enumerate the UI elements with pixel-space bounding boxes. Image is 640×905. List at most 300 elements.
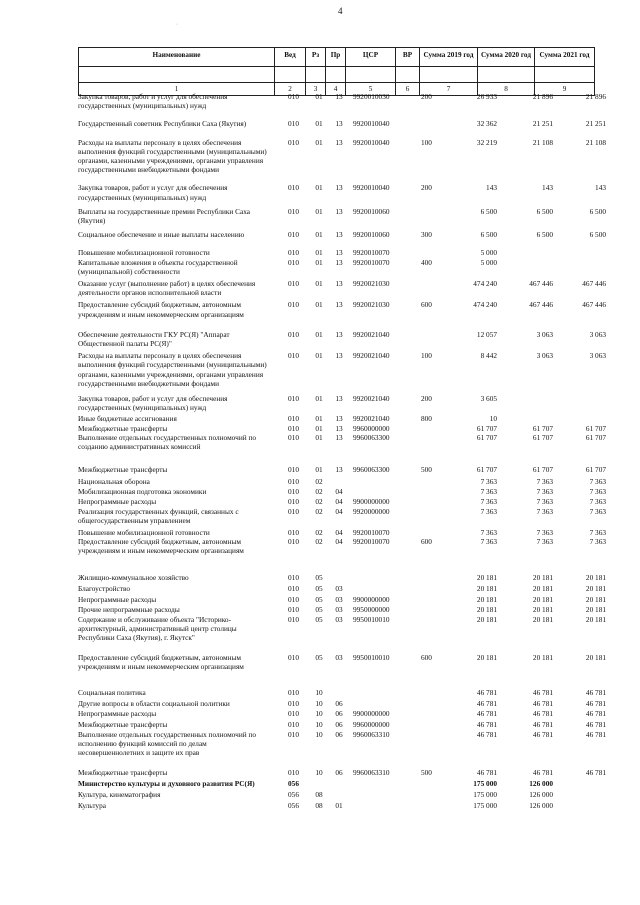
- header-rz: Рз: [306, 48, 326, 67]
- col-num-5: 5: [346, 83, 396, 96]
- row-ved: 010: [288, 486, 299, 496]
- row-csr: 9920000000: [353, 507, 390, 517]
- row-pr: 06: [335, 729, 343, 739]
- row-pr: 03: [335, 594, 343, 604]
- row-ved: 010: [288, 719, 299, 729]
- row-ved: 010: [288, 496, 299, 506]
- row-sum-2020: 46 781: [532, 768, 553, 778]
- row-sum-2021: 20 181: [585, 614, 606, 624]
- row-name: Межбюджетные трансферты: [78, 465, 168, 475]
- row-sum-2019: 61 707: [476, 465, 497, 475]
- table-row: [78, 604, 606, 614]
- row-sum-2021: [553, 801, 606, 810]
- row-sum-2021: 46 781: [585, 709, 606, 719]
- row-sum-2021: 46 781: [585, 768, 606, 778]
- row-sum-2021: 6 500: [589, 206, 606, 216]
- row-vr: 200: [421, 92, 432, 101]
- row-vr: [419, 709, 441, 718]
- row-sum-2020: 46 781: [532, 709, 553, 719]
- row-vr: 600: [421, 300, 432, 310]
- row-name: Прочие непрограммные расходы: [78, 604, 180, 614]
- table-row: [78, 119, 606, 129]
- row-name: Межбюджетные трансферты: [78, 423, 168, 433]
- row-sum-2021: [553, 414, 606, 423]
- row-name: Социальная политика: [78, 687, 146, 697]
- row-csr: [349, 801, 419, 810]
- row-sum-2020: 46 781: [532, 719, 553, 729]
- row-sum-2019: 5 000: [480, 248, 497, 258]
- table-row: [78, 527, 606, 537]
- row-rz: 05: [315, 604, 323, 614]
- row-sum-2020: 467 446: [529, 279, 553, 289]
- table-row: [78, 465, 606, 475]
- row-sum-2021: 7 363: [589, 476, 606, 486]
- row-name: Капитальные вложения в объекты государственной (муниципальной) собственности: [78, 257, 238, 276]
- row-name: Другие вопросы в области социальной политики: [78, 699, 230, 709]
- row-rz: 10: [315, 729, 323, 739]
- row-sum-2021: 21 108: [585, 137, 606, 147]
- table-row: [78, 137, 606, 175]
- row-sum-2019: 32 362: [476, 119, 497, 129]
- row-ved: 010: [288, 92, 299, 101]
- row-csr: [349, 699, 419, 708]
- row-csr: 9920021030: [353, 300, 390, 310]
- row-sum-2019: 175 000: [473, 789, 497, 799]
- table-row: [78, 206, 606, 226]
- row-sum-2021: 21 251: [585, 119, 606, 129]
- table-row: [78, 351, 606, 388]
- scan-mark: ·: [176, 22, 178, 28]
- row-sum-2019: 46 781: [476, 729, 497, 739]
- row-sum-2020: 126 000: [529, 800, 553, 810]
- row-pr: 13: [335, 257, 343, 267]
- row-rz: 01: [315, 414, 323, 424]
- row-ved: 010: [288, 230, 299, 240]
- table-row: [78, 719, 606, 729]
- row-rz: 01: [315, 300, 323, 310]
- row-csr: 9920010070: [353, 248, 390, 258]
- table-row: [78, 279, 606, 298]
- row-rz: 01: [315, 432, 323, 442]
- col-num-9: 9: [535, 83, 595, 96]
- row-pr: [329, 688, 349, 697]
- row-csr: 9920010070: [353, 257, 390, 267]
- row-name: Межбюджетные трансферты: [78, 719, 168, 729]
- col-num-2: 2: [275, 83, 306, 96]
- row-vr: 600: [421, 536, 432, 546]
- row-sum-2020: 6 500: [536, 230, 553, 240]
- row-sum-2021: 20 181: [585, 594, 606, 604]
- row-csr: 9950010010: [353, 614, 390, 624]
- row-csr: 9920021040: [353, 394, 390, 404]
- row-ved: 010: [288, 687, 299, 697]
- table-row: [78, 536, 606, 555]
- col-num-8: 8: [478, 83, 535, 96]
- budget-rows: [78, 92, 606, 810]
- row-vr: 500: [421, 768, 432, 778]
- table-row: [78, 699, 606, 709]
- row-vr: 100: [421, 137, 432, 147]
- row-rz: 05: [315, 573, 323, 583]
- row-sum-2021: [553, 394, 606, 412]
- row-sum-2021: 6 500: [589, 230, 606, 240]
- row-sum-2019: 10: [489, 414, 497, 424]
- row-rz: 02: [315, 476, 323, 486]
- row-sum-2020: 20 181: [532, 604, 553, 614]
- row-pr: [329, 477, 349, 486]
- row-ved: 010: [288, 329, 299, 339]
- row-vr: [419, 573, 441, 582]
- row-name: Предоставление субсидий бюджетным, автономным учреждениям и иным некоммерческим организациям: [78, 300, 244, 319]
- row-vr: [419, 790, 441, 799]
- row-rz: 10: [315, 719, 323, 729]
- row-sum-2020: 21 108: [532, 137, 553, 147]
- header-sum-2019: Сумма 2019 год: [420, 48, 478, 67]
- row-sum-2019: 3 605: [480, 394, 497, 404]
- row-vr: 200: [421, 394, 432, 404]
- row-ved: 010: [288, 507, 299, 517]
- row-pr: 06: [335, 709, 343, 719]
- row-pr: 13: [335, 279, 343, 289]
- row-ved: 010: [288, 351, 299, 361]
- row-name: Оказание услуг (выполнение работ) в целях обеспечения деятельности органов исполнительной власти: [78, 279, 256, 298]
- row-vr: [419, 487, 441, 496]
- row-vr: 800: [421, 414, 432, 424]
- header-vr: ВР: [396, 48, 420, 67]
- row-sum-2021: [553, 248, 606, 257]
- row-sum-2019: 46 781: [476, 709, 497, 719]
- row-csr: 9920010030: [353, 92, 390, 101]
- row-name: Национальная оборона: [78, 476, 150, 486]
- row-sum-2021: 20 181: [585, 573, 606, 583]
- table-row: [78, 394, 598, 412]
- row-pr: 03: [335, 614, 343, 624]
- row-sum-2020: 126 000: [529, 778, 553, 788]
- row-pr: 04: [335, 486, 343, 496]
- row-csr: [349, 584, 419, 593]
- row-pr: 13: [335, 432, 343, 442]
- row-pr: 01: [335, 800, 343, 810]
- header-csr: ЦСР: [346, 48, 396, 67]
- row-sum-2021: 61 707: [585, 432, 606, 442]
- row-rz: 02: [315, 527, 323, 537]
- table-row: [78, 779, 598, 788]
- row-sum-2021: 20 181: [585, 604, 606, 614]
- row-sum-2020: 21 251: [532, 119, 553, 129]
- row-name: Повышение мобилизационной готовности: [78, 248, 210, 258]
- row-pr: 04: [335, 507, 343, 517]
- row-rz: 05: [315, 614, 323, 624]
- row-sum-2019: 175 000: [473, 800, 497, 810]
- row-name: Повышение мобилизационной готовности: [78, 527, 210, 537]
- row-rz: 02: [315, 486, 323, 496]
- table-row: [78, 423, 606, 433]
- row-sum-2019: 175 000: [473, 778, 497, 788]
- row-csr: 9920021030: [353, 279, 390, 289]
- row-csr: 9900000000: [353, 594, 390, 604]
- row-vr: 300: [421, 230, 432, 240]
- row-sum-2020: 7 363: [536, 496, 553, 506]
- row-sum-2019: 20 181: [476, 584, 497, 594]
- row-sum-2020: 61 707: [532, 432, 553, 442]
- row-sum-2020: [497, 258, 553, 276]
- row-vr: [419, 699, 441, 708]
- row-name: Межбюджетные трансферты: [78, 768, 168, 778]
- row-ved: 010: [288, 573, 299, 583]
- row-sum-2020: 3 063: [536, 329, 553, 339]
- table-row: [78, 687, 606, 697]
- row-csr: 9960000000: [353, 719, 390, 729]
- table-row: [78, 92, 606, 111]
- table-row: [78, 507, 606, 526]
- header-sum-2021: Сумма 2021 год: [535, 48, 595, 67]
- row-sum-2021: [553, 790, 606, 799]
- table-row: [78, 258, 598, 276]
- row-pr: 13: [335, 414, 343, 424]
- row-vr: 400: [421, 257, 432, 267]
- row-pr: [329, 790, 349, 799]
- row-vr: [419, 330, 441, 348]
- row-vr: [419, 248, 441, 257]
- row-sum-2021: 7 363: [589, 496, 606, 506]
- row-pr: 13: [335, 329, 343, 339]
- row-name: Реализация государственных функций, связанных с общегосударственным управлением: [78, 507, 239, 526]
- row-pr: 13: [335, 423, 343, 433]
- row-rz: 01: [315, 92, 323, 101]
- row-csr: 9960063300: [353, 465, 390, 475]
- table-row: [78, 594, 606, 604]
- row-sum-2020: 20 181: [532, 573, 553, 583]
- row-pr: 04: [335, 536, 343, 546]
- row-ved: 010: [288, 729, 299, 739]
- row-csr: 9950000000: [353, 604, 390, 614]
- row-rz: 01: [315, 329, 323, 339]
- table-row: [78, 729, 606, 758]
- row-rz: [309, 779, 329, 788]
- row-name: Выполнение отдельных государственных полномочий по исполнению функций комиссий по делам несовершеннолетних и защите их прав: [78, 729, 257, 758]
- row-sum-2019: 26 933: [476, 92, 497, 101]
- table-row: [78, 329, 606, 349]
- row-name: Социальное обеспечение и иные выплаты населению: [78, 230, 245, 240]
- header-name: Наименование: [79, 48, 275, 67]
- row-pr: [329, 779, 349, 788]
- col-num-1: 1: [79, 83, 275, 96]
- row-csr: 9960063310: [353, 729, 390, 739]
- row-pr: 06: [335, 699, 343, 709]
- row-pr: 13: [335, 137, 343, 147]
- row-ved: 010: [288, 279, 299, 289]
- row-name: Закупка товаров, работ и услуг для обеспечения государственных (муниципальных) нужд: [78, 394, 228, 413]
- page-number: 4: [338, 6, 343, 16]
- row-sum-2021: 3 063: [589, 351, 606, 361]
- row-rz: 01: [315, 423, 323, 433]
- row-ved: 010: [288, 536, 299, 546]
- row-ved: 010: [288, 414, 299, 424]
- row-sum-2020: 7 363: [536, 507, 553, 517]
- row-sum-2019: 5 000: [480, 257, 497, 267]
- row-ved: 010: [288, 257, 299, 267]
- row-sum-2021: 21 896: [585, 92, 606, 101]
- row-name: Выполнение отдельных государственных полномочий по созданию административных комиссий: [78, 432, 257, 452]
- row-csr: 9960063310: [353, 768, 390, 778]
- row-ved: 010: [288, 465, 299, 475]
- row-rz: 02: [315, 536, 323, 546]
- row-sum-2021: 467 446: [582, 279, 606, 289]
- row-sum-2021: 46 781: [585, 699, 606, 709]
- row-name: Культура: [78, 800, 106, 810]
- row-rz: 10: [315, 709, 323, 719]
- row-name: Непрограммные расходы: [78, 594, 157, 604]
- row-ved: 010: [288, 527, 299, 537]
- row-sum-2019: 61 707: [476, 423, 497, 433]
- header-sum-2020: Сумма 2020 год: [478, 48, 535, 67]
- row-vr: [419, 595, 441, 604]
- row-ved: 010: [288, 584, 299, 594]
- table-row: [78, 573, 606, 583]
- row-csr: 9920010070: [353, 527, 390, 537]
- row-pr: 13: [335, 351, 343, 361]
- row-ved: 010: [288, 206, 299, 216]
- row-csr: [349, 688, 419, 697]
- row-sum-2020: 46 781: [532, 729, 553, 739]
- row-pr: 06: [335, 768, 343, 778]
- row-vr: [419, 207, 441, 225]
- row-sum-2021: 143: [595, 183, 606, 193]
- row-ved: 010: [288, 119, 299, 129]
- row-ved: 010: [288, 137, 299, 147]
- row-rz: 01: [315, 119, 323, 129]
- row-sum-2019: 7 363: [480, 476, 497, 486]
- row-sum-2020: 7 363: [536, 476, 553, 486]
- row-sum-2021: 20 181: [585, 584, 606, 594]
- table-row: [78, 300, 606, 319]
- row-sum-2020: 467 446: [529, 300, 553, 310]
- row-vr: [419, 424, 441, 433]
- row-csr: 9920010060: [353, 206, 390, 216]
- row-rz: 01: [315, 137, 323, 147]
- row-sum-2020: [497, 414, 553, 423]
- row-name: Предоставление субсидий бюджетным, автономным учреждениям и иным некоммерческим организациям: [78, 536, 244, 555]
- row-rz: 08: [315, 800, 323, 810]
- table-row: [78, 183, 606, 202]
- row-sum-2019: 46 781: [476, 768, 497, 778]
- row-rz: 10: [315, 687, 323, 697]
- row-ved: 010: [288, 768, 299, 778]
- row-name: Закупка товаров, работ и услуг для обеспечения государственных (муниципальных) нужд: [78, 92, 228, 111]
- row-sum-2019: 61 707: [476, 432, 497, 442]
- row-csr: 9920010060: [353, 230, 390, 240]
- row-csr: 9920010040: [353, 183, 390, 193]
- table-row: [78, 790, 598, 799]
- row-sum-2019: 474 240: [473, 300, 497, 310]
- row-rz: 01: [315, 257, 323, 267]
- row-vr: 200: [421, 183, 432, 193]
- row-pr: 13: [335, 300, 343, 310]
- row-pr: [329, 573, 349, 582]
- table-row: [78, 614, 606, 643]
- row-sum-2019: 474 240: [473, 279, 497, 289]
- row-csr: 9920021040: [353, 329, 390, 339]
- row-vr: [419, 433, 441, 451]
- row-csr: 9960063300: [353, 432, 390, 442]
- row-ved: 056: [288, 789, 299, 799]
- row-vr: [419, 779, 441, 788]
- table-row: [78, 248, 598, 257]
- row-pr: 13: [335, 92, 343, 101]
- row-csr: [349, 573, 419, 582]
- row-csr: 9920010070: [353, 536, 390, 546]
- row-sum-2020: 61 707: [532, 423, 553, 433]
- row-sum-2021: 61 707: [585, 465, 606, 475]
- row-sum-2019: 20 181: [476, 652, 497, 662]
- row-sum-2019: 7 363: [480, 527, 497, 537]
- row-pr: 03: [335, 604, 343, 614]
- row-csr: [349, 790, 419, 799]
- row-sum-2020: 20 181: [532, 652, 553, 662]
- row-name: Министерство культуры и духовного развития РС(Я): [78, 778, 255, 788]
- row-sum-2020: 61 707: [532, 465, 553, 475]
- row-name: Иные бюджетные ассигнования: [78, 414, 177, 424]
- row-ved: 010: [288, 476, 299, 486]
- row-vr: [419, 119, 441, 128]
- row-vr: [419, 584, 441, 593]
- row-sum-2021: 7 363: [589, 486, 606, 496]
- row-ved: 010: [288, 300, 299, 310]
- row-name: Мобилизационная подготовка экономики: [78, 486, 207, 496]
- row-sum-2021: 7 363: [589, 536, 606, 546]
- col-num-7: 7: [420, 83, 478, 96]
- row-rz: 05: [315, 584, 323, 594]
- header-pr: Пр: [326, 48, 346, 67]
- row-sum-2019: 143: [486, 183, 497, 193]
- row-pr: 13: [335, 119, 343, 129]
- row-vr: [419, 730, 441, 758]
- row-name: Выплаты на государственные премии Республики Саха (Якутия): [78, 206, 251, 226]
- row-csr: 9920021040: [353, 351, 390, 361]
- row-rz: 02: [315, 507, 323, 517]
- row-sum-2020: 21 896: [532, 92, 553, 101]
- row-ved: 010: [288, 248, 299, 258]
- row-rz: 08: [315, 789, 323, 799]
- col-num-3: 3: [306, 83, 326, 96]
- row-sum-2019: 7 363: [480, 486, 497, 496]
- table-row: [78, 432, 606, 452]
- row-csr: 9960000000: [353, 423, 390, 433]
- row-sum-2019: 7 363: [480, 496, 497, 506]
- row-sum-2021: 46 781: [585, 729, 606, 739]
- row-pr: 04: [335, 496, 343, 506]
- row-pr: 03: [335, 584, 343, 594]
- table-row: [78, 584, 606, 594]
- row-sum-2021: 46 781: [585, 687, 606, 697]
- row-sum-2019: 7 363: [480, 507, 497, 517]
- table-row: [78, 230, 606, 240]
- row-ved: 056: [288, 800, 299, 810]
- row-name: Предоставление субсидий бюджетным, автономным учреждениям и иным некоммерческим организациям: [78, 652, 244, 671]
- row-sum-2019: 20 181: [476, 573, 497, 583]
- row-rz: 10: [315, 699, 323, 709]
- row-pr: 13: [335, 394, 343, 404]
- row-name: Государственный советник Республики Саха (Якутия): [78, 119, 247, 129]
- row-rz: 01: [315, 394, 323, 404]
- row-sum-2020: 6 500: [536, 206, 553, 216]
- row-pr: 13: [335, 248, 343, 258]
- row-csr: 9900000000: [353, 496, 390, 506]
- table-row: [78, 801, 598, 810]
- row-rz: 02: [315, 496, 323, 506]
- row-pr: 13: [335, 183, 343, 193]
- row-vr: [419, 801, 441, 810]
